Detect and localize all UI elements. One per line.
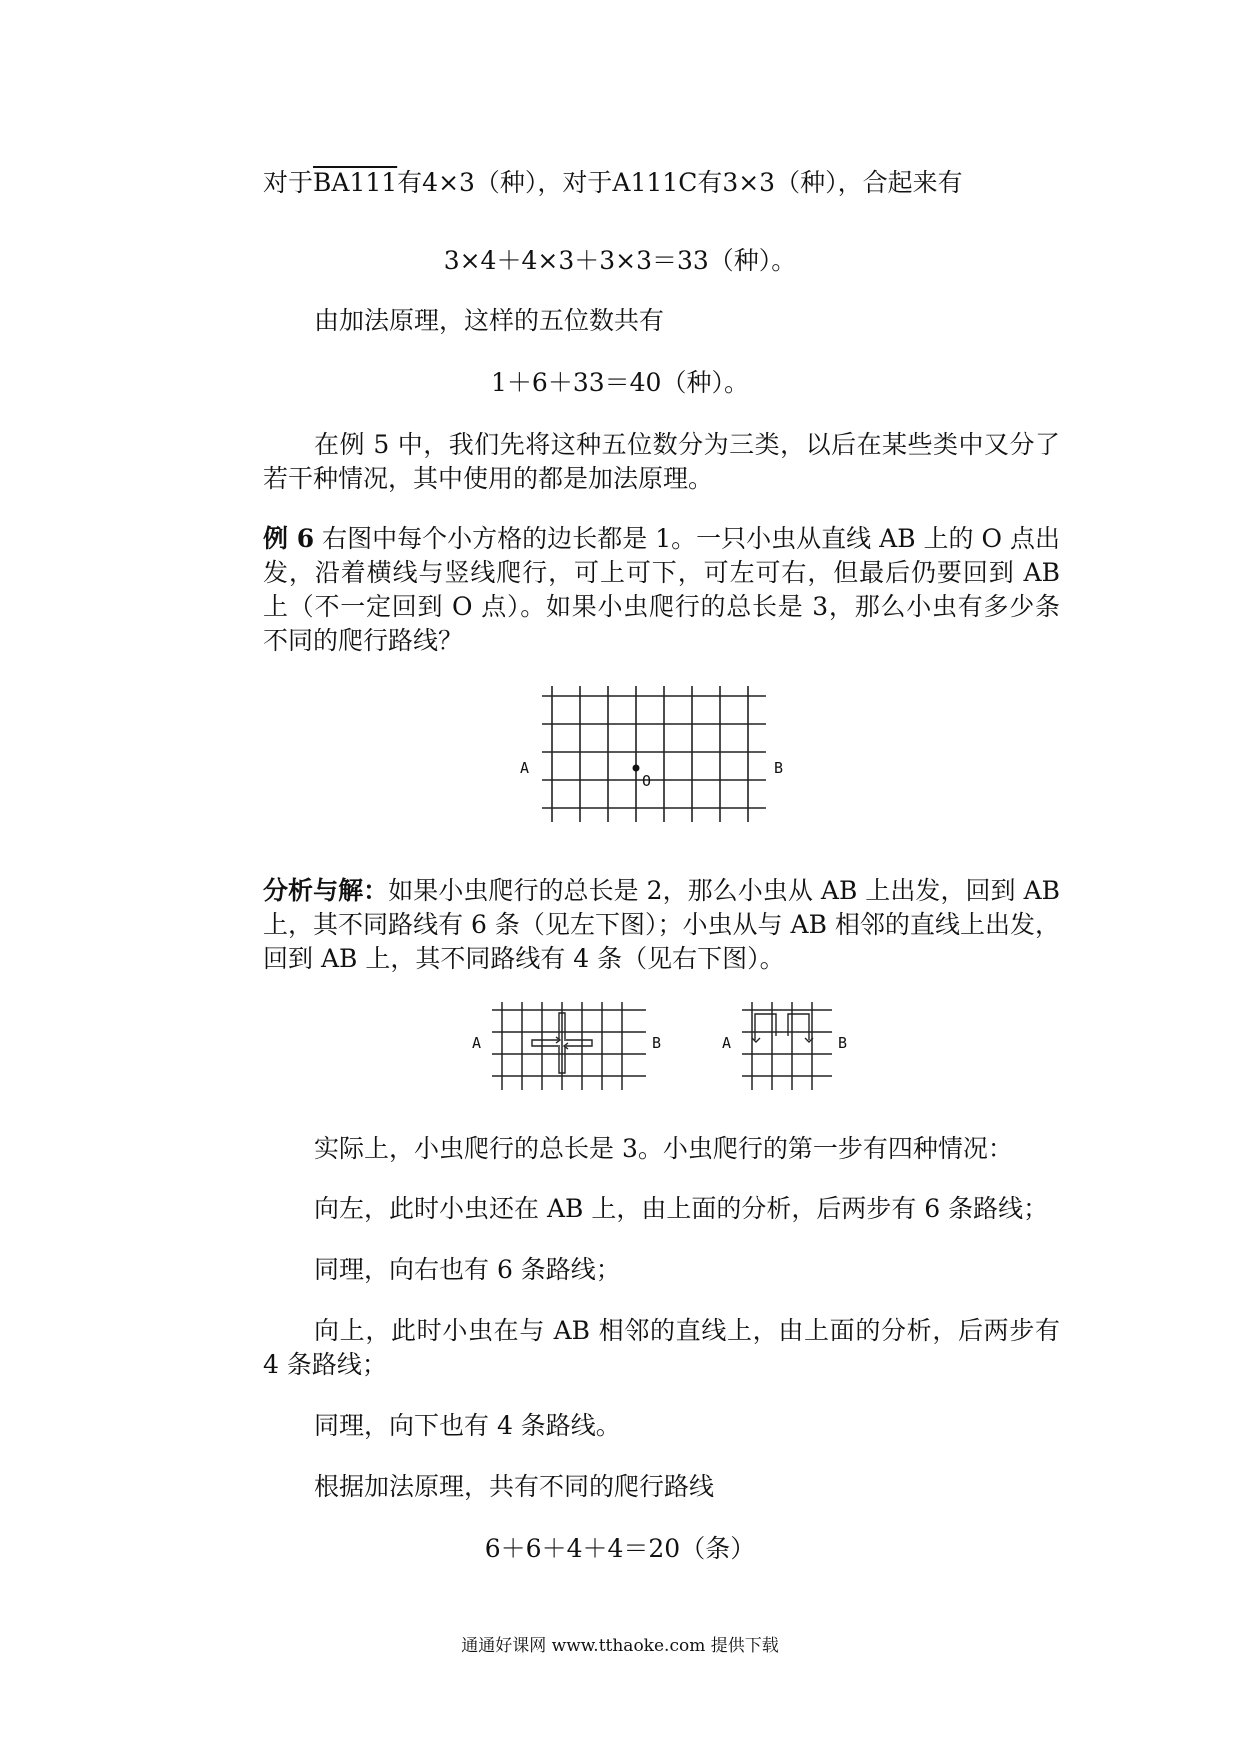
paragraph-right: 同理，向右也有 6 条路线； — [314, 1255, 621, 1284]
equation-2: 1＋6＋33＝40（种）。 — [491, 368, 749, 397]
label-b: B — [774, 759, 784, 777]
analysis-label: 分析与解： — [263, 876, 389, 905]
paragraph-conclusion: 根据加法原理，共有不同的爬行路线 — [314, 1472, 715, 1501]
analysis-paragraph — [263, 874, 1060, 976]
label-a: A — [520, 759, 530, 777]
main-grid-figure — [520, 682, 790, 832]
right-route-figure — [722, 1000, 862, 1096]
grid-lines — [542, 686, 766, 822]
paragraph-up: 向上，此时小虫在与 AB 相邻的直线上，由上面的分析，后两步有 4 条路线； — [263, 1316, 1060, 1379]
text-line-1 — [263, 166, 963, 200]
label-b: B — [838, 1034, 848, 1052]
equation-1: 3×4＋4×3＋3×3＝33（种）。 — [443, 246, 797, 275]
example-text: 右图中每个小方格的边长都是 1。一只小虫从直线 AB 上的 O 点出发，沿着横线与竖线爬行，可上可下，可左可右，但最后仍要回到 AB 上（不一定回到 O 点）。如果小虫爬行的总长是 3，那么小虫有多少条不同的爬行路线？ — [263, 524, 1060, 655]
overlined-number: BA111 — [313, 168, 398, 197]
page-footer: 通通好课网 www.tthaoke.com 提供下载 — [461, 1636, 779, 1656]
text-fragment: 对于 — [263, 168, 314, 197]
left-route-figure — [470, 1000, 670, 1096]
analysis-text: 如果小虫爬行的总长是 2，那么小虫从 AB 上出发，回到 AB 上，其不同路线有 6 条（见左下图）；小虫从与 AB 相邻的直线上出发，回到 AB 上，其不同路线有 4 条（见右下图）。 — [263, 876, 1060, 973]
paragraph-left: 向左，此时小虫还在 AB 上，由上面的分析，后两步有 6 条路线； — [314, 1194, 1049, 1223]
paragraph-first-step: 实际上，小虫爬行的总长是 3。小虫爬行的第一步有四种情况： — [314, 1134, 1013, 1163]
text-fragment: 有4×3（种），对于A111C有3×3（种），合起来有 — [397, 168, 963, 197]
point-o-dot — [633, 765, 640, 772]
paragraph-example-5-summary: 在例 5 中，我们先将这种五位数分为三类，以后在某些类中又分了若干种情况，其中使用的都是加法原理。 — [263, 430, 1060, 493]
example-6-question — [263, 522, 1060, 658]
example-label: 例 6 — [263, 524, 315, 553]
label-o: O — [642, 772, 652, 790]
label-a: A — [472, 1034, 482, 1052]
equation-3: 6＋6＋4＋4＝20（条） — [484, 1534, 756, 1563]
paragraph-addition-principle: 由加法原理，这样的五位数共有 — [314, 306, 665, 335]
paragraph-down: 同理，向下也有 4 条路线。 — [314, 1411, 621, 1440]
label-b: B — [652, 1034, 662, 1052]
label-a: A — [722, 1034, 732, 1052]
route-paths — [752, 1014, 813, 1042]
